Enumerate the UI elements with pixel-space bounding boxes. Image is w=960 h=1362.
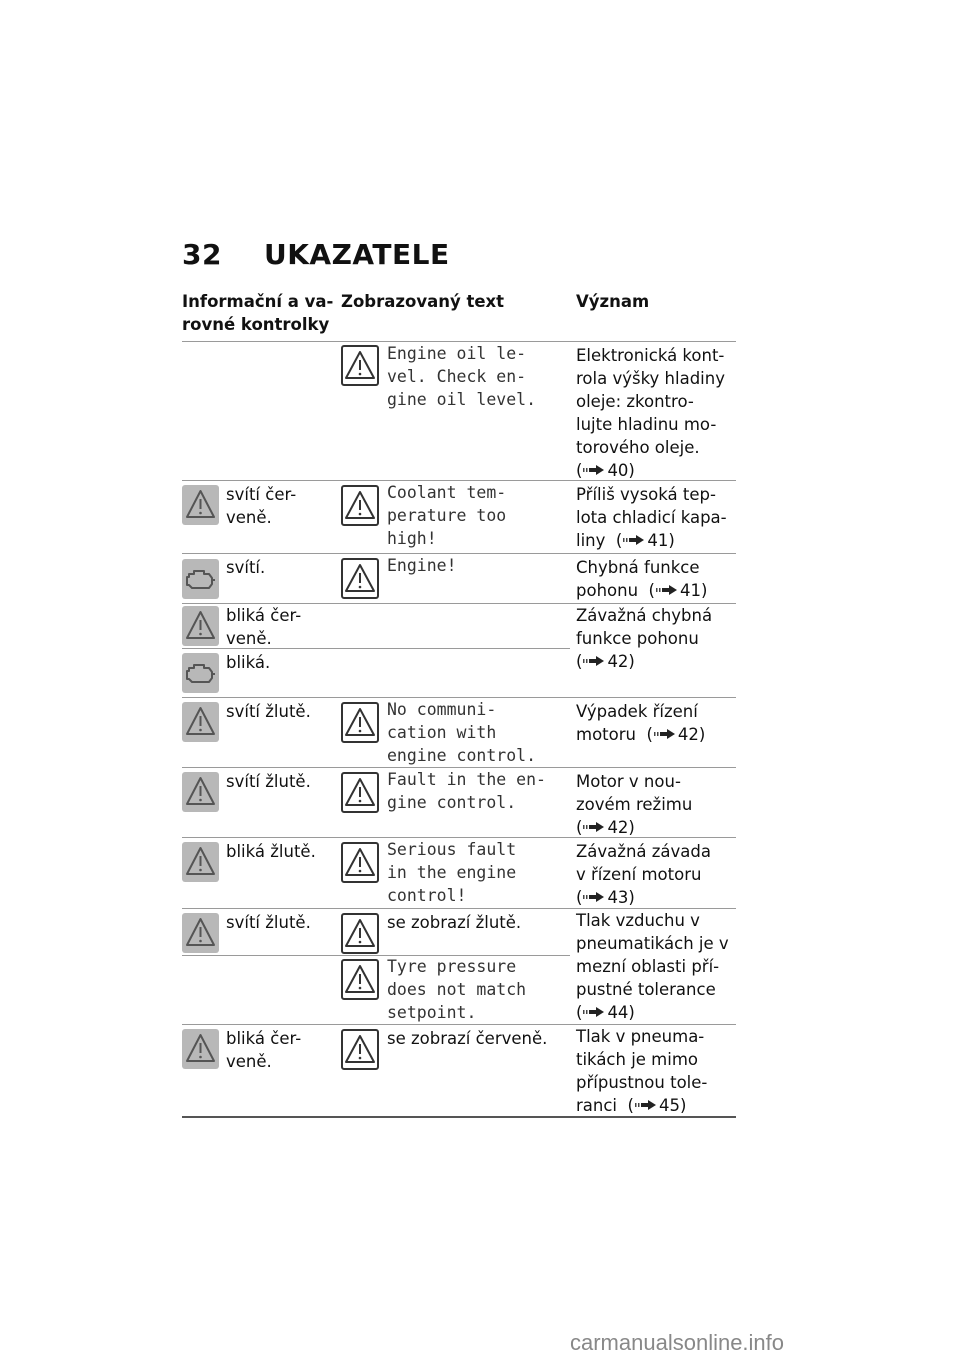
meaning-text: Motor v nou- zovém režimu ( 42)	[576, 772, 693, 837]
warning-triangle-icon	[182, 842, 219, 882]
display-warning-triangle-icon	[341, 345, 379, 386]
meaning-text: Chybná funkce pohonu ( 41)	[576, 558, 708, 600]
warning-triangle-icon	[182, 913, 219, 953]
warning-triangle-icon	[182, 485, 219, 525]
header-meaning: Význam	[576, 292, 650, 311]
indicator-state: bliká čer- veně.	[226, 1029, 302, 1071]
display-text: Engine oil le- vel. Check en- gine oil level.	[387, 344, 537, 409]
indicator-state: bliká čer- veně.	[226, 606, 302, 648]
page-reference-arrow-icon	[583, 656, 605, 666]
page-reference-link[interactable]: ( 44)	[576, 1003, 635, 1022]
indicator-state: svítí žlutě.	[226, 772, 311, 791]
display-text: Coolant tem- perature too high!	[387, 483, 507, 548]
display-text: se zobrazí červeně.	[387, 1029, 548, 1048]
indicator-state: svítí čer- veně.	[226, 485, 297, 527]
meaning-text: Elektronická kont- rola výšky hladiny oleje: zkontro- lujte hladinu mo- torového oleje. ( 40)	[576, 346, 725, 480]
page-reference-arrow-icon	[654, 729, 676, 739]
page-reference-arrow-icon	[583, 465, 605, 475]
warning-triangle-icon	[182, 702, 219, 742]
page-reference-arrow-icon	[583, 1007, 605, 1017]
engine-icon	[182, 559, 219, 599]
display-warning-triangle-icon	[341, 959, 379, 1000]
page-reference-arrow-icon	[583, 822, 605, 832]
page-reference-arrow-icon	[656, 585, 678, 595]
page-reference-link[interactable]: ( 41)	[648, 581, 708, 600]
display-warning-triangle-icon	[341, 842, 379, 883]
page-reference-link[interactable]: ( 41)	[615, 531, 675, 550]
indicator-state: svítí žlutě.	[226, 913, 311, 932]
page-title: UKAZATELE	[264, 238, 450, 271]
display-text: se zobrazí žlutě.	[387, 913, 522, 932]
page-reference-arrow-icon	[623, 535, 645, 545]
meaning-text: Tlak vzduchu v pneumatikách je v mezní oblasti pří- pustné tolerance ( 44)	[576, 911, 729, 1022]
page-reference-link[interactable]: ( 45)	[627, 1096, 687, 1115]
warning-triangle-icon	[182, 772, 219, 812]
header-display-text: Zobrazovaný text	[341, 292, 505, 311]
display-warning-triangle-icon	[341, 1029, 379, 1070]
meaning-text: Tlak v pneuma- tikách je mimo přípustnou tole- ranci ( 45)	[576, 1027, 708, 1115]
display-text: Tyre pressure does not match setpoint.	[387, 957, 527, 1022]
display-warning-triangle-icon	[341, 558, 379, 599]
table-rule	[182, 553, 736, 554]
page-reference-arrow-icon	[583, 892, 605, 902]
warning-triangle-icon	[182, 606, 219, 646]
display-warning-triangle-icon	[341, 772, 379, 813]
meaning-text: Výpadek řízení motoru ( 42)	[576, 702, 706, 744]
indicator-state: bliká.	[226, 653, 271, 672]
display-text: No communi- cation with engine control.	[387, 700, 537, 765]
display-text: Serious fault in the engine control!	[387, 840, 517, 905]
warning-triangle-icon	[182, 1029, 219, 1069]
display-warning-triangle-icon	[341, 913, 379, 954]
indicator-state: svítí.	[226, 558, 266, 577]
page-reference-link[interactable]: ( 42)	[646, 725, 706, 744]
display-text: Engine!	[387, 556, 457, 575]
header-indicators: Informační a va- rovné kontrolky	[182, 292, 334, 334]
engine-icon	[182, 653, 219, 693]
indicator-state: bliká žlutě.	[226, 842, 316, 861]
display-warning-triangle-icon	[341, 485, 379, 526]
page-number: 32	[182, 238, 222, 271]
display-warning-triangle-icon	[341, 702, 379, 743]
meaning-text: Závažná závada v řízení motoru ( 43)	[576, 842, 711, 907]
page-reference-link[interactable]: ( 42)	[576, 818, 635, 837]
display-text: Fault in the en- gine control.	[387, 770, 546, 812]
page-reference-link[interactable]: ( 43)	[576, 888, 635, 907]
indicator-state: svítí žlutě.	[226, 702, 311, 721]
meaning-text: Příliš vysoká tep- lota chladicí kapa- liny ( 41)	[576, 485, 727, 550]
page-reference-arrow-icon	[635, 1100, 657, 1110]
footer-watermark: carmanualsonline.info	[570, 1330, 785, 1355]
meaning-text: Závažná chybná funkce pohonu ( 42)	[576, 606, 713, 671]
page-reference-link[interactable]: ( 42)	[576, 652, 635, 671]
page-reference-link[interactable]: ( 40)	[576, 461, 635, 480]
